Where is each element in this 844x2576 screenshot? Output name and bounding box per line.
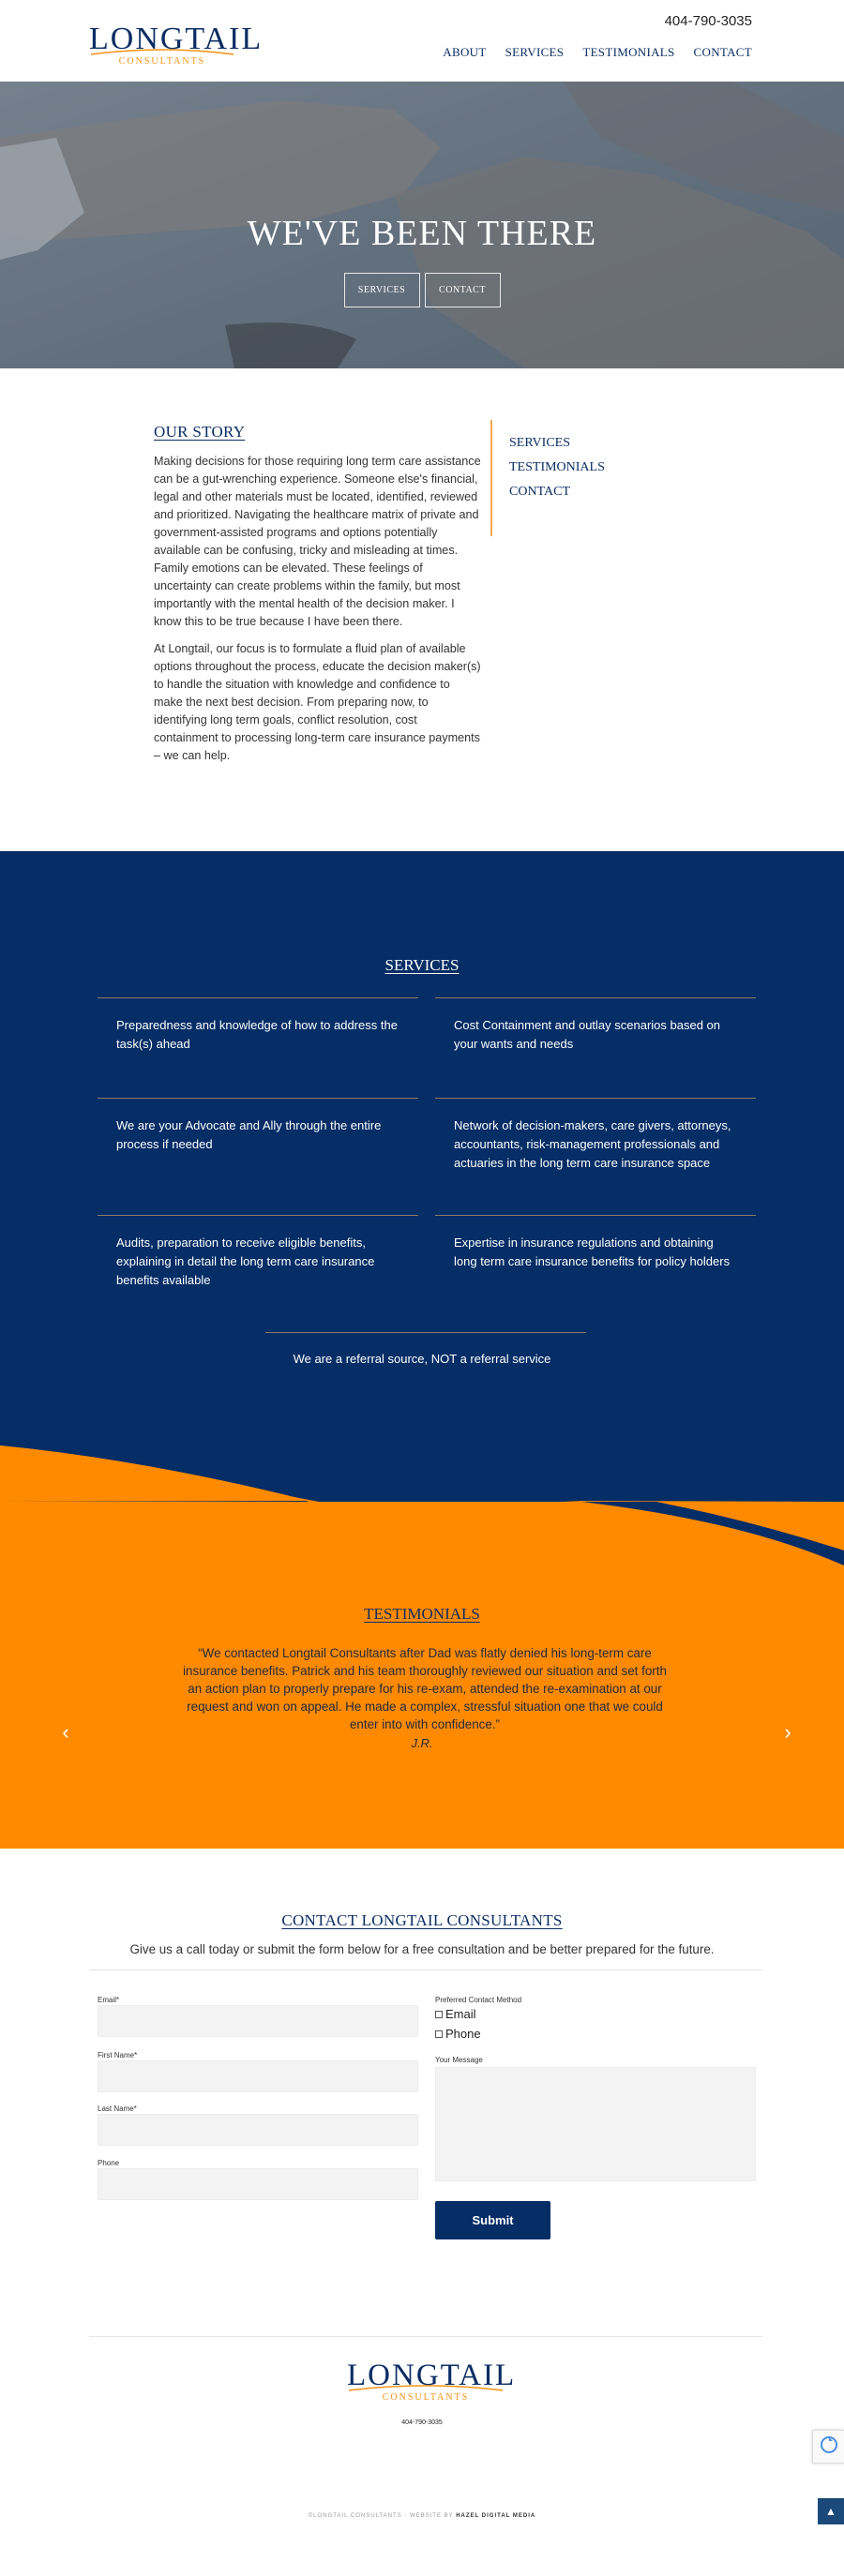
side-link-testimonials[interactable]: TESTIMONIALS — [509, 460, 605, 474]
testimonials-section — [0, 1502, 844, 1849]
story-paragraph: Making decisions for those requiring long term care assistance can be a gut-wrenching experience. Someone else's financial, legal and other materials must be located, identified, reviewed and prioritized. Navigating the healthcare matrix of private and government-assisted programs and options potentially available can be confusing, tricky and misleading at times. Family emotions can be elevated. These feelings of uncertainty can create problems within the family, but most importantly with the mental health of the decision maker. I know this to be true because I have been there. — [154, 455, 481, 628]
copyright-text: ©LONGTAIL CONSULTANTS · WEBSITE BY — [308, 2513, 454, 2519]
nav-contact[interactable]: CONTACT — [693, 45, 752, 59]
hero-banner — [0, 82, 844, 368]
recaptcha-icon — [813, 2431, 844, 2464]
contact-section — [0, 1849, 844, 2336]
site-footer — [0, 2336, 844, 2576]
submit-button[interactable]: Submit — [435, 2201, 550, 2239]
service-item: Cost Containment and outlay scenarios based on your wants and needs — [435, 997, 756, 1097]
contact-title: CONTACT LONGTAIL CONSULTANTS — [281, 1911, 563, 1929]
footer-logo-text: LONGTAIL — [347, 2359, 517, 2392]
side-link-contact[interactable]: CONTACT — [509, 485, 570, 499]
logo-text: LONGTAIL — [89, 22, 264, 56]
checkbox-label: Email — [445, 2007, 476, 2021]
header-phone[interactable]: 404-790-3035 — [664, 13, 752, 29]
chevron-right-icon[interactable]: › — [784, 1720, 791, 1744]
nav-services[interactable]: SERVICES — [505, 45, 565, 59]
chevron-left-icon[interactable]: ‹ — [62, 1720, 69, 1744]
footer-logo[interactable] — [347, 2357, 517, 2405]
wave-divider-bottom — [0, 1502, 844, 1567]
service-item: Network of decision-makers, care givers, attorneys, accountants, risk-management professionals and actuaries in the long term care insurance space — [435, 1098, 756, 1214]
first-name-label: First Name* — [98, 2051, 138, 2059]
email-label: Email* — [98, 1996, 120, 2004]
story-side-nav — [509, 436, 605, 509]
footer-logo-subtext: CONSULTANTS — [382, 2392, 470, 2403]
service-item: Expertise in insurance regulations and obtaining long term care insurance benefits for policy holders — [435, 1215, 756, 1331]
logo-subtext: CONSULTANTS — [118, 56, 206, 67]
recaptcha-badge-icon[interactable] — [812, 2430, 844, 2464]
service-item: We are your Advocate and Ally through the entire process if needed — [98, 1098, 418, 1214]
contact-method-phone[interactable] — [435, 2027, 481, 2041]
testimonial-quote: “We contacted Longtail Consultants after Dad was flatly denied his long-term care insurance benefits. Patrick and his team thoroughly reviewed our situation and set forth an action plan to properly prepare for his re-exam, attended the re-examination at our request and won on appeal. He made a complex, stressful situation one that we could enter into with confidence.” — [183, 1646, 667, 1731]
story-body — [154, 453, 482, 774]
contact-subtitle: Give us a call today or submit the form below for a free consultation and be better prepared for the future. — [129, 1942, 715, 1956]
contact-method-label: Preferred Contact Method — [435, 1996, 522, 2004]
contact-method-email[interactable] — [435, 2007, 476, 2021]
agency-link[interactable]: HAZEL DIGITAL MEDIA — [456, 2513, 536, 2519]
services-note-divider — [265, 1332, 586, 1333]
site-logo[interactable] — [89, 21, 264, 69]
first-name-field[interactable] — [98, 2060, 418, 2092]
story-title: OUR STORY — [154, 423, 246, 441]
message-textarea[interactable] — [435, 2067, 756, 2181]
services-note: We are a referral source, NOT a referral service — [293, 1352, 551, 1366]
services-title: SERVICES — [384, 956, 460, 974]
testimonials-title: TESTIMONIALS — [364, 1605, 480, 1623]
footer-divider — [89, 2336, 762, 2337]
phone-label: Phone — [98, 2159, 120, 2167]
side-link-services[interactable]: SERVICES — [509, 436, 571, 450]
service-item: Audits, preparation to receive eligible benefits, explaining in detail the long term care insurance benefits available — [98, 1215, 418, 1331]
nav-about[interactable]: ABOUT — [443, 45, 487, 59]
services-section — [0, 851, 844, 1502]
service-item: Preparedness and knowledge of how to address the task(s) ahead — [98, 997, 418, 1097]
last-name-label: Last Name* — [98, 2104, 137, 2113]
checkbox-icon[interactable] — [435, 2030, 443, 2038]
message-label: Your Message — [435, 2056, 483, 2064]
contact-divider — [89, 1969, 762, 1970]
nav-testimonials[interactable]: TESTIMONIALS — [582, 45, 675, 59]
scroll-to-top-icon[interactable]: ▲ — [818, 2498, 844, 2524]
story-divider — [490, 420, 492, 536]
phone-field[interactable] — [98, 2168, 418, 2200]
site-header — [0, 0, 844, 82]
hero-buttons — [0, 273, 844, 307]
hero-services-button[interactable]: SERVICES — [344, 273, 420, 307]
hero-title: WE'VE BEEN THERE — [247, 214, 597, 253]
hero-contact-button[interactable]: CONTACT — [425, 273, 501, 307]
main-nav — [443, 45, 752, 60]
our-story-section — [0, 368, 844, 851]
last-name-field[interactable] — [98, 2114, 418, 2146]
checkbox-icon[interactable] — [435, 2011, 443, 2018]
footer-phone[interactable]: 404-790-3035 — [401, 2419, 443, 2426]
email-field[interactable] — [98, 2005, 418, 2037]
footer-copyright — [0, 2513, 844, 2519]
checkbox-label: Phone — [445, 2027, 481, 2041]
story-paragraph: At Longtail, our focus is to formulate a fluid plan of available options throughout the process, educate the decision maker(s) to handle the situation with knowledge and confidence to make the next best decision. From preparing now, to identifying long term goals, conflict resolution, cost containment to processing long-term care insurance payments – we can help. — [154, 642, 481, 762]
testimonial-author: J.R. — [411, 1736, 433, 1750]
